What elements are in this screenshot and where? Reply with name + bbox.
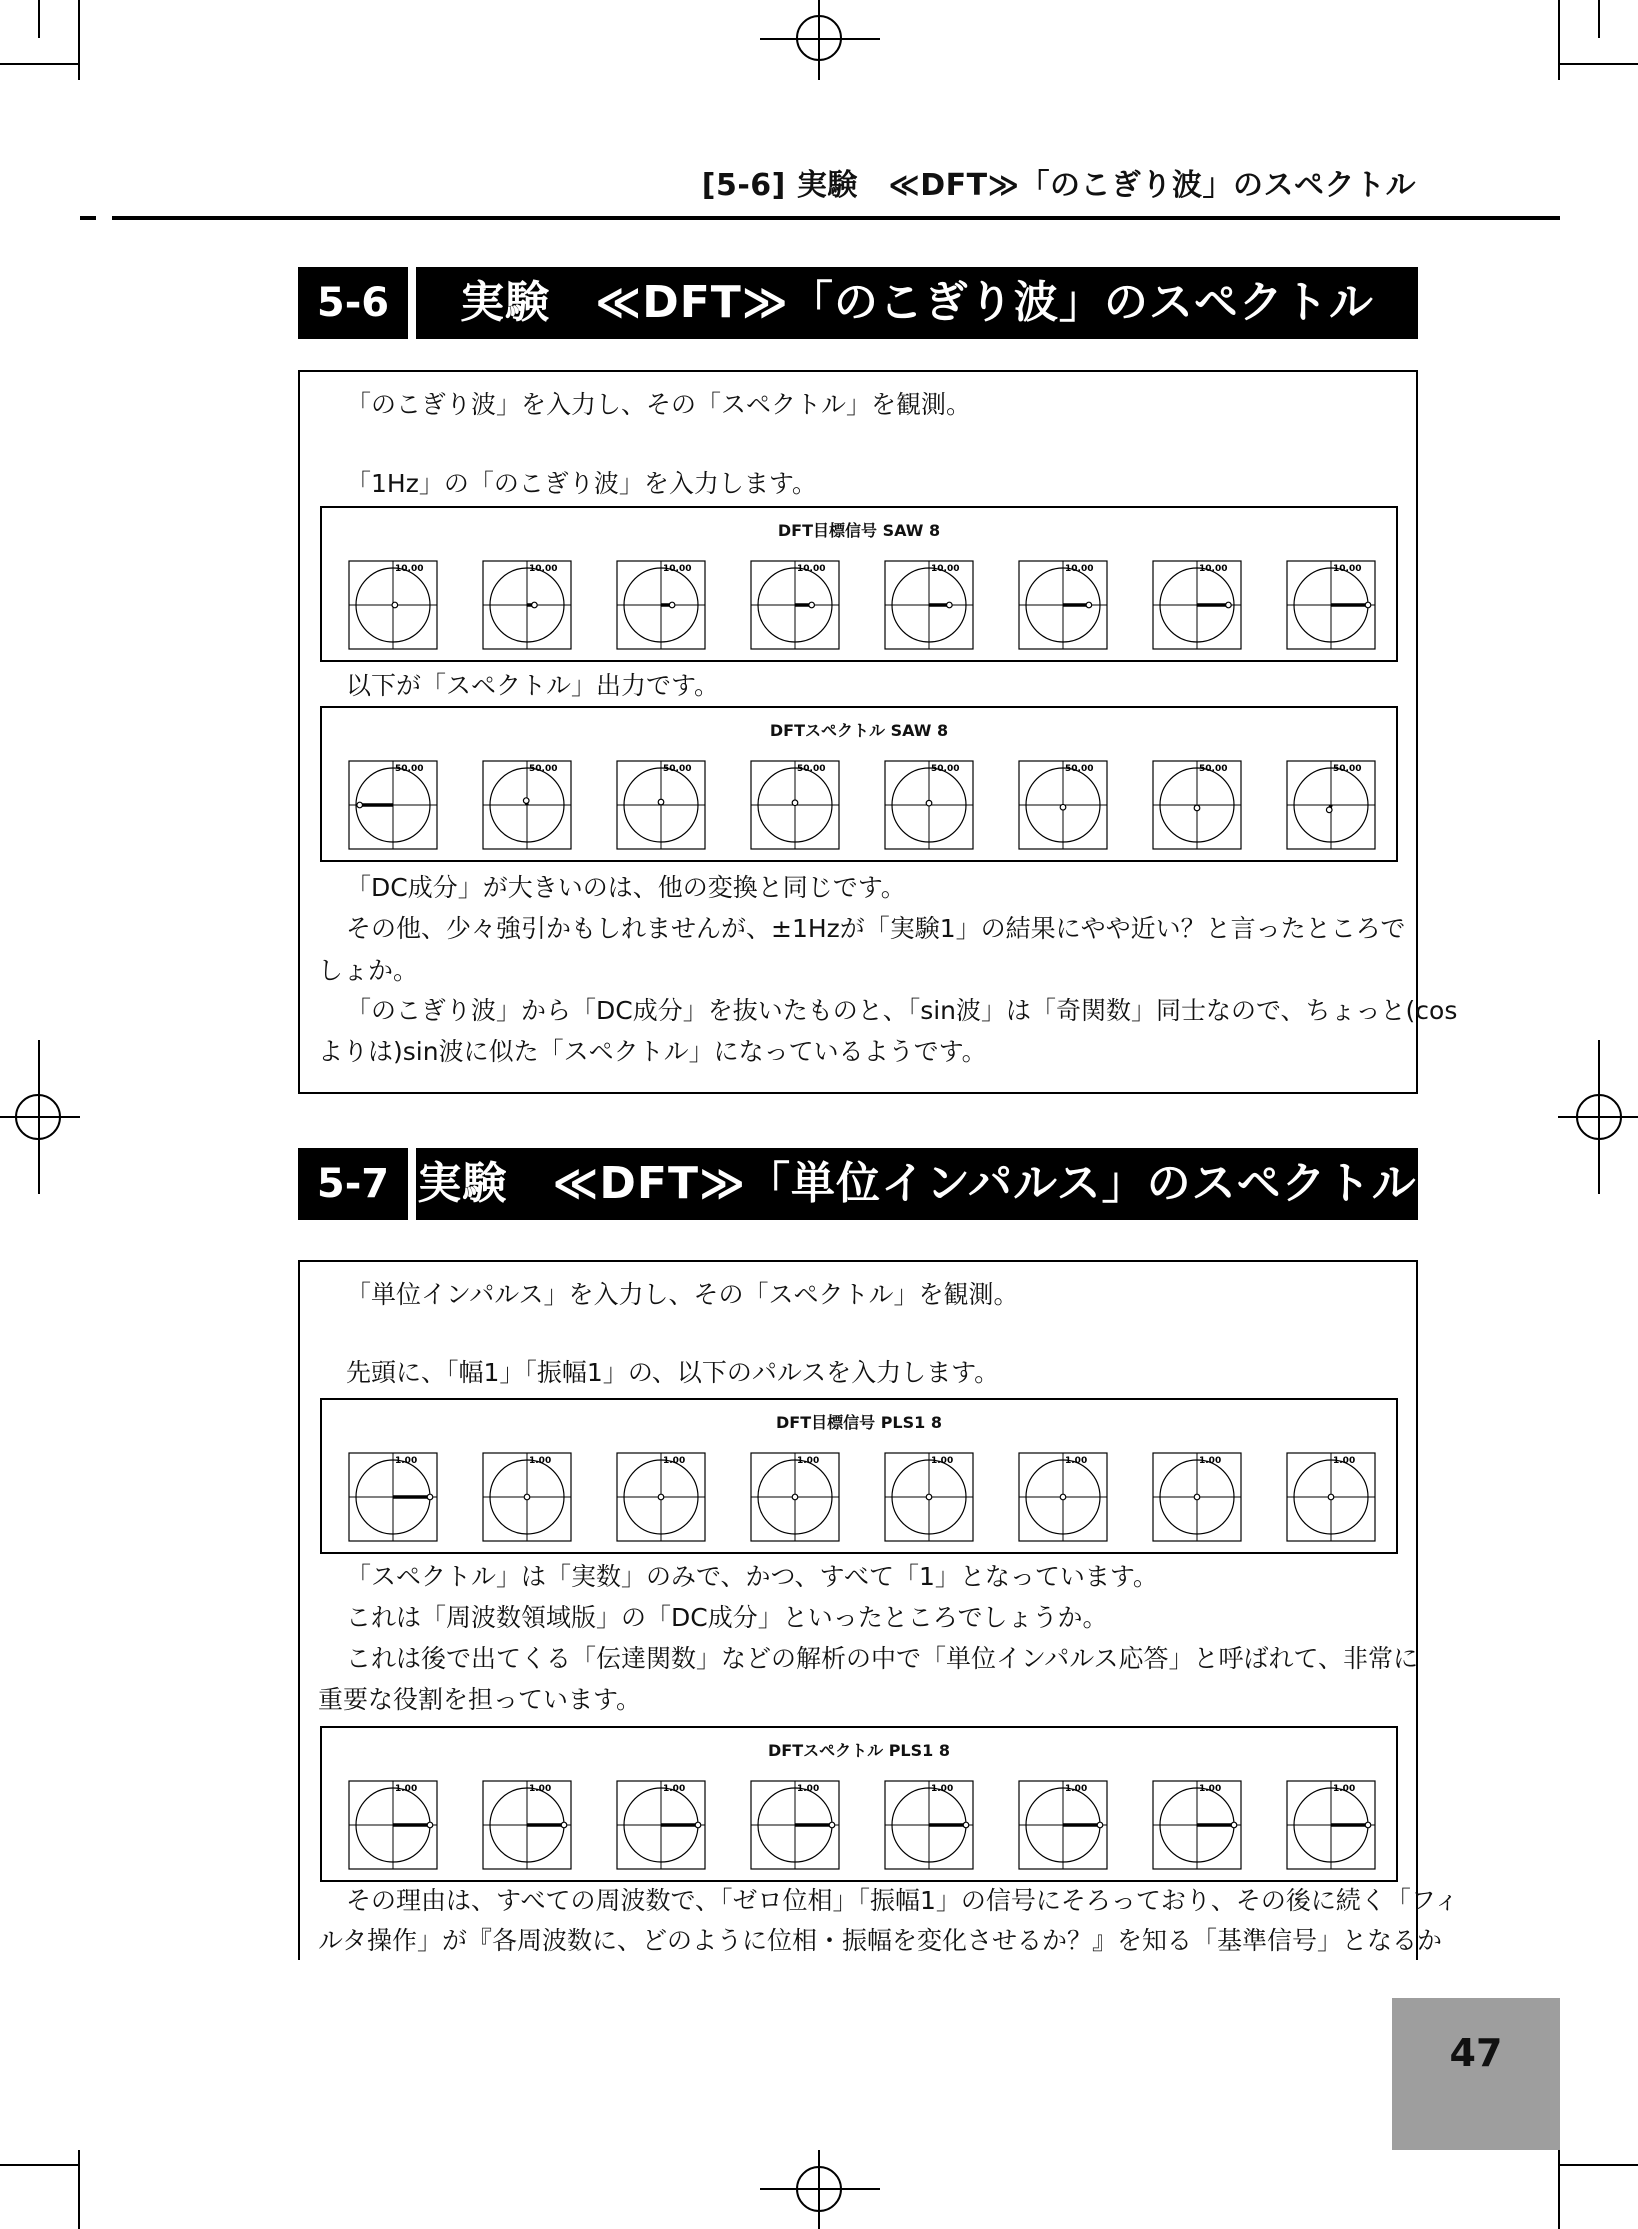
phasor-plot xyxy=(1152,760,1242,850)
scale-label: 1.00 xyxy=(663,1456,686,1466)
scale-label: 1.00 xyxy=(931,1456,954,1466)
scale-label: 10.00 xyxy=(529,564,558,574)
phasor-tip xyxy=(1328,1494,1334,1500)
phasor-plot xyxy=(616,1452,706,1542)
phasor-plot xyxy=(750,760,840,850)
phasor-plot xyxy=(750,1780,840,1870)
scale-label: 1.00 xyxy=(529,1784,552,1794)
phasor-tip xyxy=(669,602,675,608)
crop-mark xyxy=(78,2150,80,2229)
phasor-tip xyxy=(658,799,664,805)
phasor-tip xyxy=(1097,1822,1103,1828)
scale-label: 50.00 xyxy=(1199,764,1228,774)
phasor-plot xyxy=(1286,560,1376,650)
phasor-tip xyxy=(524,1494,530,1500)
phasor-plot xyxy=(348,1452,438,1542)
crop-mark xyxy=(1558,2150,1560,2229)
paragraph: ルタ操作」が『各周波数に、どのように位相・振幅を変化させるか？』を知る「基準信号」となるか xyxy=(318,1926,1443,1955)
section-heading-5-6 xyxy=(298,267,1418,339)
phasor-plot xyxy=(1152,1780,1242,1870)
phasor-plot xyxy=(884,760,974,850)
section-number: 5-6 xyxy=(298,267,408,339)
phasor-plot xyxy=(1152,1452,1242,1542)
phasor-plot xyxy=(1286,1780,1376,1870)
paragraph: 先頭に、「幅1」「振幅1」の、以下のパルスを入力します。 xyxy=(346,1358,1000,1387)
plot-row xyxy=(348,1452,1376,1542)
phasor-tip xyxy=(523,798,529,804)
scale-label: 10.00 xyxy=(1065,564,1094,574)
phasor-tip xyxy=(1060,1494,1066,1500)
phasor-tip xyxy=(792,1494,798,1500)
phasor-plot xyxy=(482,1780,572,1870)
phasor-plot xyxy=(348,760,438,850)
phasor-tip xyxy=(1365,602,1371,608)
phasor-plot xyxy=(482,760,572,850)
phasor-plot xyxy=(1286,760,1376,850)
scale-label: 1.00 xyxy=(1333,1784,1356,1794)
phasor-tip xyxy=(427,1822,433,1828)
paragraph: 以下が「スペクトル」出力です。 xyxy=(346,671,720,700)
section-heading-5-7 xyxy=(298,1148,1418,1220)
paragraph: これは後で出てくる「伝達関数」などの解析の中で「単位インパルス応答」と呼ばれて、非常に xyxy=(346,1644,1419,1673)
scale-label: 1.00 xyxy=(931,1784,954,1794)
phasor-plot xyxy=(750,1452,840,1542)
phasor-tip xyxy=(926,800,932,806)
phasor-tip xyxy=(963,1822,969,1828)
paragraph: 「のこぎり波」から「DC成分」を抜いたものと、「sin波」は「奇関数」同士なので、ちょっと(cos xyxy=(346,996,1458,1025)
paragraph: よりは)sin波に似た「スペクトル」になっているようです。 xyxy=(318,1037,987,1066)
plot-panel-pulse-spectrum xyxy=(320,1726,1398,1882)
scale-label: 10.00 xyxy=(797,564,826,574)
scale-label: 10.00 xyxy=(395,564,424,574)
plot-row xyxy=(348,560,1376,650)
scale-label: 1.00 xyxy=(529,1456,552,1466)
crop-mark xyxy=(1598,0,1600,38)
page-number: 47 xyxy=(1392,1998,1560,2150)
header-rule-short xyxy=(80,216,96,220)
phasor-plot xyxy=(482,560,572,650)
phasor-tip xyxy=(1060,804,1066,810)
paragraph: その他、少々強引かもしれませんが、±1Hzが「実験1」の結果にやや近い？と言ったところで xyxy=(346,914,1406,943)
scale-label: 1.00 xyxy=(1199,1784,1222,1794)
registration-mark xyxy=(760,2188,880,2190)
paragraph: 「のこぎり波」を入力し、その「スペクトル」を観測。 xyxy=(346,390,972,419)
plot-row xyxy=(348,760,1376,850)
phasor-plot xyxy=(750,560,840,650)
phasor-tip xyxy=(1194,1494,1200,1500)
plot-panel-saw-input xyxy=(320,506,1398,662)
registration-mark xyxy=(0,1116,80,1118)
phasor-tip xyxy=(427,1494,433,1500)
phasor-tip xyxy=(357,802,363,808)
crop-mark xyxy=(1558,63,1638,65)
phasor-tip xyxy=(1194,805,1200,811)
phasor-plot xyxy=(348,560,438,650)
phasor-tip xyxy=(695,1822,701,1828)
phasor-plot xyxy=(616,760,706,850)
phasor-plot xyxy=(1018,760,1108,850)
scale-label: 10.00 xyxy=(663,564,692,574)
registration-mark xyxy=(1558,1116,1638,1118)
crop-mark xyxy=(0,63,80,65)
scale-label: 1.00 xyxy=(395,1784,418,1794)
crop-mark xyxy=(38,0,40,38)
scale-label: 10.00 xyxy=(1333,564,1362,574)
plot-panel-pulse-input xyxy=(320,1398,1398,1554)
scale-label: 1.00 xyxy=(1333,1456,1356,1466)
paragraph: これは「周波数領域版」の「DC成分」といったところでしょうか。 xyxy=(346,1603,1108,1632)
plot-row xyxy=(348,1780,1376,1870)
crop-mark xyxy=(0,2164,80,2166)
paragraph: 重要な役割を担っています。 xyxy=(318,1685,642,1714)
phasor-plot xyxy=(616,560,706,650)
scale-label: 50.00 xyxy=(931,764,960,774)
running-header: [5-6] 実験 ≪DFT≫「のこぎり波」のスペクトル xyxy=(701,168,1416,203)
phasor-tip xyxy=(947,602,953,608)
scale-label: 1.00 xyxy=(663,1784,686,1794)
phasor-plot xyxy=(1286,1452,1376,1542)
phasor-tip xyxy=(1226,602,1232,608)
phasor-tip xyxy=(532,602,538,608)
phasor-tip xyxy=(658,1494,664,1500)
phasor-tip xyxy=(792,800,798,806)
paragraph: 「DC成分」が大きいのは、他の変換と同じです。 xyxy=(346,873,906,902)
scale-label: 10.00 xyxy=(931,564,960,574)
scale-label: 50.00 xyxy=(529,764,558,774)
phasor-tip xyxy=(561,1822,567,1828)
crop-mark xyxy=(1558,2164,1638,2166)
panel-title: DFT目標信号 SAW 8 xyxy=(777,521,941,540)
phasor-plot xyxy=(616,1780,706,1870)
paragraph: 「単位インパルス」を入力し、その「スペクトル」を観測。 xyxy=(346,1280,1019,1309)
phasor-plot xyxy=(884,1780,974,1870)
section-title: 実験 ≪DFT≫「単位インパルス」のスペクトル xyxy=(416,1148,1418,1220)
phasor-tip xyxy=(1326,807,1332,813)
phasor-plot xyxy=(348,1780,438,1870)
phasor-tip xyxy=(1365,1822,1371,1828)
registration-mark xyxy=(760,38,880,40)
scale-label: 10.00 xyxy=(1199,564,1228,574)
plot-panel-saw-spectrum xyxy=(320,706,1398,862)
header-rule xyxy=(112,216,1560,220)
scale-label: 50.00 xyxy=(663,764,692,774)
phasor-plot xyxy=(1018,1452,1108,1542)
phasor-tip xyxy=(1086,602,1092,608)
phasor-tip xyxy=(809,602,815,608)
phasor-plot xyxy=(1152,560,1242,650)
paragraph: その理由は、すべての周波数で、「ゼロ位相」「振幅1」の信号にそろっており、その後に続く「フィ xyxy=(346,1886,1459,1915)
registration-mark xyxy=(818,0,820,80)
section-number: 5-7 xyxy=(298,1148,408,1220)
phasor-plot xyxy=(884,560,974,650)
phasor-plot xyxy=(1018,1780,1108,1870)
panel-title: DFT目標信号 PLS1 8 xyxy=(776,1413,942,1432)
crop-mark xyxy=(1558,0,1560,80)
phasor-plot xyxy=(1018,560,1108,650)
scale-label: 1.00 xyxy=(797,1784,820,1794)
phasor-tip xyxy=(926,1494,932,1500)
phasor-tip xyxy=(1231,1822,1237,1828)
phasor-tip xyxy=(829,1822,835,1828)
crop-mark xyxy=(78,0,80,80)
scale-label: 50.00 xyxy=(395,764,424,774)
paragraph: 「スペクトル」は「実数」のみで、かつ、すべて「1」となっています。 xyxy=(346,1562,1158,1591)
scale-label: 1.00 xyxy=(1065,1456,1088,1466)
scale-label: 1.00 xyxy=(797,1456,820,1466)
scale-label: 50.00 xyxy=(1065,764,1094,774)
phasor-plot xyxy=(482,1452,572,1542)
paragraph: 「1Hz」の「のこぎり波」を入力します。 xyxy=(346,469,817,498)
phasor-plot xyxy=(884,1452,974,1542)
scale-label: 50.00 xyxy=(797,764,826,774)
scale-label: 1.00 xyxy=(1065,1784,1088,1794)
phasor-tip xyxy=(392,602,398,608)
section-title: 実験 ≪DFT≫「のこぎり波」のスペクトル xyxy=(416,267,1418,339)
scale-label: 1.00 xyxy=(395,1456,418,1466)
scale-label: 50.00 xyxy=(1333,764,1362,774)
paragraph: しょか。 xyxy=(318,956,419,985)
panel-title: DFTスペクトル PLS1 8 xyxy=(768,1741,950,1760)
panel-title: DFTスペクトル SAW 8 xyxy=(769,721,949,740)
scale-label: 1.00 xyxy=(1199,1456,1222,1466)
